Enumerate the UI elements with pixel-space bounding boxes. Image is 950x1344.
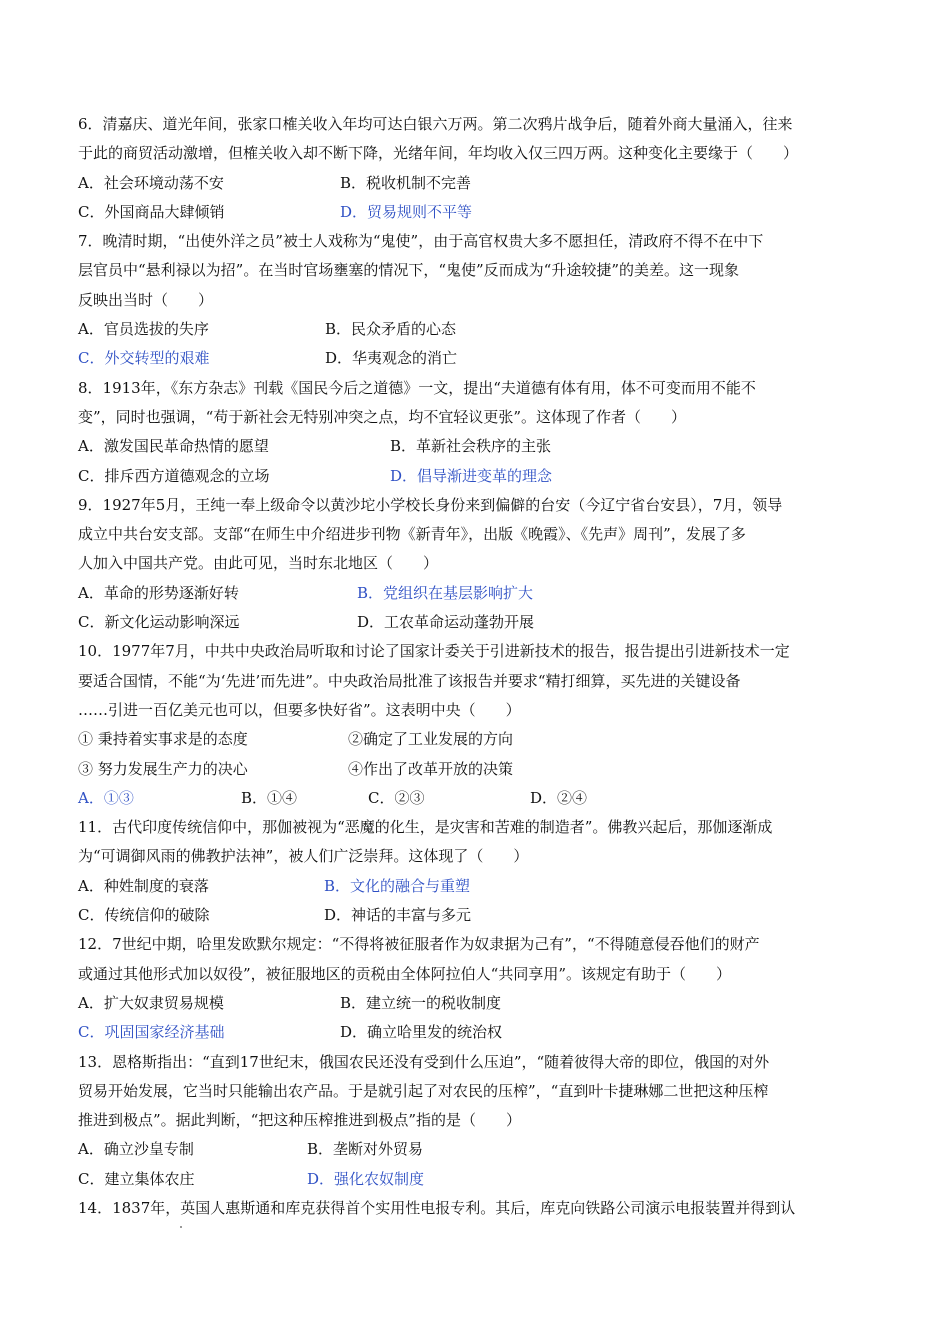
option-b: B．建立统一的税收制度	[340, 993, 502, 1012]
options-row	[78, 432, 878, 461]
option-b: B．①④	[241, 788, 298, 807]
question-stem-line: 要适合国情，不能“为‘先进’而先进”。中央政治局批准了该报告并要求“精打细算，买先进的关键设备	[78, 671, 741, 690]
question-stem-line: 6．清嘉庆、道光年间，张家口榷关收入年均可达白银六万两。第二次鸦片战争后，随着外商大量涌入，往来	[78, 115, 793, 133]
options-row	[78, 989, 878, 1018]
options-row	[78, 344, 878, 373]
options-row	[78, 1165, 878, 1194]
option-b: B．革新社会秩序的主张	[390, 437, 552, 456]
options-row	[78, 198, 878, 227]
option-c-answer: C．巩固国家经济基础	[78, 1023, 225, 1042]
options-row	[78, 579, 878, 608]
options-row	[78, 872, 878, 901]
option-a: A．革命的形势逐渐好转	[78, 583, 239, 602]
question-7	[78, 227, 878, 373]
options-row	[78, 462, 878, 491]
question-10	[78, 637, 878, 813]
question-stem-line: 推进到极点”。据此判断，“把这种压榨推进到极点”指的是（ ）	[78, 1111, 522, 1130]
option-a: A．扩大奴隶贸易规模	[78, 993, 224, 1012]
options-row	[78, 169, 878, 198]
options-row	[78, 608, 878, 637]
statement-3: ③ 努力发展生产力的决心	[78, 759, 248, 778]
question-stem-line: 变”，同时也强调，“苟于新社会无特别冲突之点，均不宜轻议更张”。这体现了作者（ ）	[78, 407, 687, 426]
question-stem-line: 贸易开始发展，它当时只能输出农产品。于是就引起了对农民的压榨”，“直到叶卡捷琳娜二世把这种压榨	[78, 1081, 769, 1100]
option-b-answer: B．党组织在基层影响扩大	[357, 583, 534, 602]
question-8	[78, 374, 878, 491]
statement-2: ②确定了工业发展的方向	[348, 730, 514, 749]
option-d-answer: D．强化农奴制度	[307, 1169, 425, 1188]
option-a-answer: A．①③	[78, 788, 134, 807]
options-row	[78, 1135, 878, 1164]
options-row	[78, 315, 878, 344]
option-d: D．工农革命运动蓬勃开展	[357, 613, 535, 632]
option-d-answer: D．贸易规则不平等	[340, 202, 473, 221]
options-row	[78, 784, 878, 813]
option-a: A．激发国民革命热情的愿望	[78, 437, 269, 456]
option-d: D．②④	[530, 788, 588, 807]
options-row	[78, 901, 878, 930]
question-stem-line: 人加入中国共产党。由此可见，当时东北地区（ ）	[78, 554, 439, 573]
question-stem-line: 13．恩格斯指出：“直到17世纪末，俄国农民还没有受到什么压迫”，“随着彼得大帝的即位，俄国的对外	[78, 1052, 770, 1071]
option-b-answer: B．文化的融合与重塑	[324, 876, 471, 895]
option-b: B．垄断对外贸易	[307, 1140, 424, 1159]
option-a: A．种姓制度的衰落	[78, 876, 209, 895]
question-stem-line: 反映出当时（ ）	[78, 290, 214, 309]
scan-artifact-dot	[180, 1226, 182, 1228]
question-stem-line: 7．晚清时期，“出使外洋之员”被士人戏称为“鬼使”，由于高官权贵大多不愿担任，清政府不得不在中下	[78, 232, 764, 251]
question-stem-line: 于此的商贸活动激增，但榷关收入却不断下降，光绪年间，年均收入仅三四万两。这种变化主要缘于（ ）	[78, 144, 799, 163]
option-c: C．外国商品大肆倾销	[78, 202, 225, 221]
option-b: B．税收机制不完善	[340, 173, 472, 192]
question-14	[78, 1194, 878, 1223]
options-row	[78, 1018, 878, 1047]
question-stem-line: 14．1837年，英国人惠斯通和库克获得首个实用性电报专利。其后，库克向铁路公司演示电报装置并得到认	[78, 1198, 796, 1217]
option-d: D．华夷观念的消亡	[325, 349, 458, 368]
question-stem-line: 10．1977年7月，中共中央政治局听取和讨论了国家计委关于引进新技术的报告，报告提出引进新技术一定	[78, 642, 790, 661]
question-13	[78, 1048, 878, 1194]
question-stem-line: 9．1927年5月，王纯一奉上级命令以黄沙坨小学校长身份来到偏僻的台安（今辽宁省台安县），7月，领导	[78, 495, 783, 514]
option-b: B．民众矛盾的心态	[325, 320, 457, 339]
option-c: C．②③	[368, 788, 425, 807]
statement-4: ④作出了改革开放的决策	[348, 759, 514, 778]
option-a: A．官员选拔的失序	[78, 320, 209, 339]
question-list	[78, 110, 878, 1223]
question-6	[78, 110, 878, 227]
option-d-answer: D．倡导渐进变革的理念	[390, 466, 553, 485]
question-stem-line: 11．古代印度传统信仰中，那伽被视为“恶魔的化生，是灾害和苦难的制造者”。佛教兴起后，那伽逐渐成	[78, 818, 773, 837]
question-stem-line: 为“可调御风雨的佛教护法神”，被人们广泛崇拜。这体现了（ ）	[78, 847, 529, 866]
question-12	[78, 930, 878, 1047]
question-stem-line: 层官员中“悬利禄以为招”。在当时官场壅塞的情况下，“鬼使”反而成为“升途较捷”的美差。这一现象	[78, 261, 740, 280]
question-stem-line: ……引进一百亿美元也可以，但要多快好省”。这表明中央（ ）	[78, 700, 521, 719]
option-c: C．排斥西方道德观念的立场	[78, 466, 270, 485]
question-stem-line: 12．7世纪中期，哈里发欧默尔规定：“不得将被征服者作为奴隶据为己有”，“不得随意侵吞他们的财产	[78, 935, 760, 954]
question-stem-line: 8．1913年，《东方杂志》刊载《国民今后之道德》一文，提出“夫道德有体有用，体不可变而用不能不	[78, 378, 756, 397]
option-c: C．建立集体农庄	[78, 1169, 195, 1188]
option-c: C．传统信仰的破除	[78, 906, 210, 925]
statement-1: ① 秉持着实事求是的态度	[78, 730, 248, 749]
option-a: A．确立沙皇专制	[78, 1140, 194, 1159]
question-9	[78, 491, 878, 637]
option-c-answer: C．外交转型的艰难	[78, 349, 210, 368]
option-d: D．神话的丰富与多元	[324, 906, 472, 925]
option-c: C．新文化运动影响深远	[78, 613, 240, 632]
question-11	[78, 813, 878, 930]
question-stem-line: 成立中共台安支部。支部“在师生中介绍进步刊物《新青年》，出版《晚霞》、《先声》周刊”，发展了多	[78, 525, 746, 544]
statements-row	[78, 755, 878, 784]
statements-row	[78, 725, 878, 754]
option-d: D．确立哈里发的统治权	[340, 1023, 503, 1042]
option-a: A．社会环境动荡不安	[78, 173, 224, 192]
question-stem-line: 或通过其他形式加以奴役”，被征服地区的贡税由全体阿拉伯人“共同享用”。该规定有助于（ ）	[78, 964, 732, 983]
